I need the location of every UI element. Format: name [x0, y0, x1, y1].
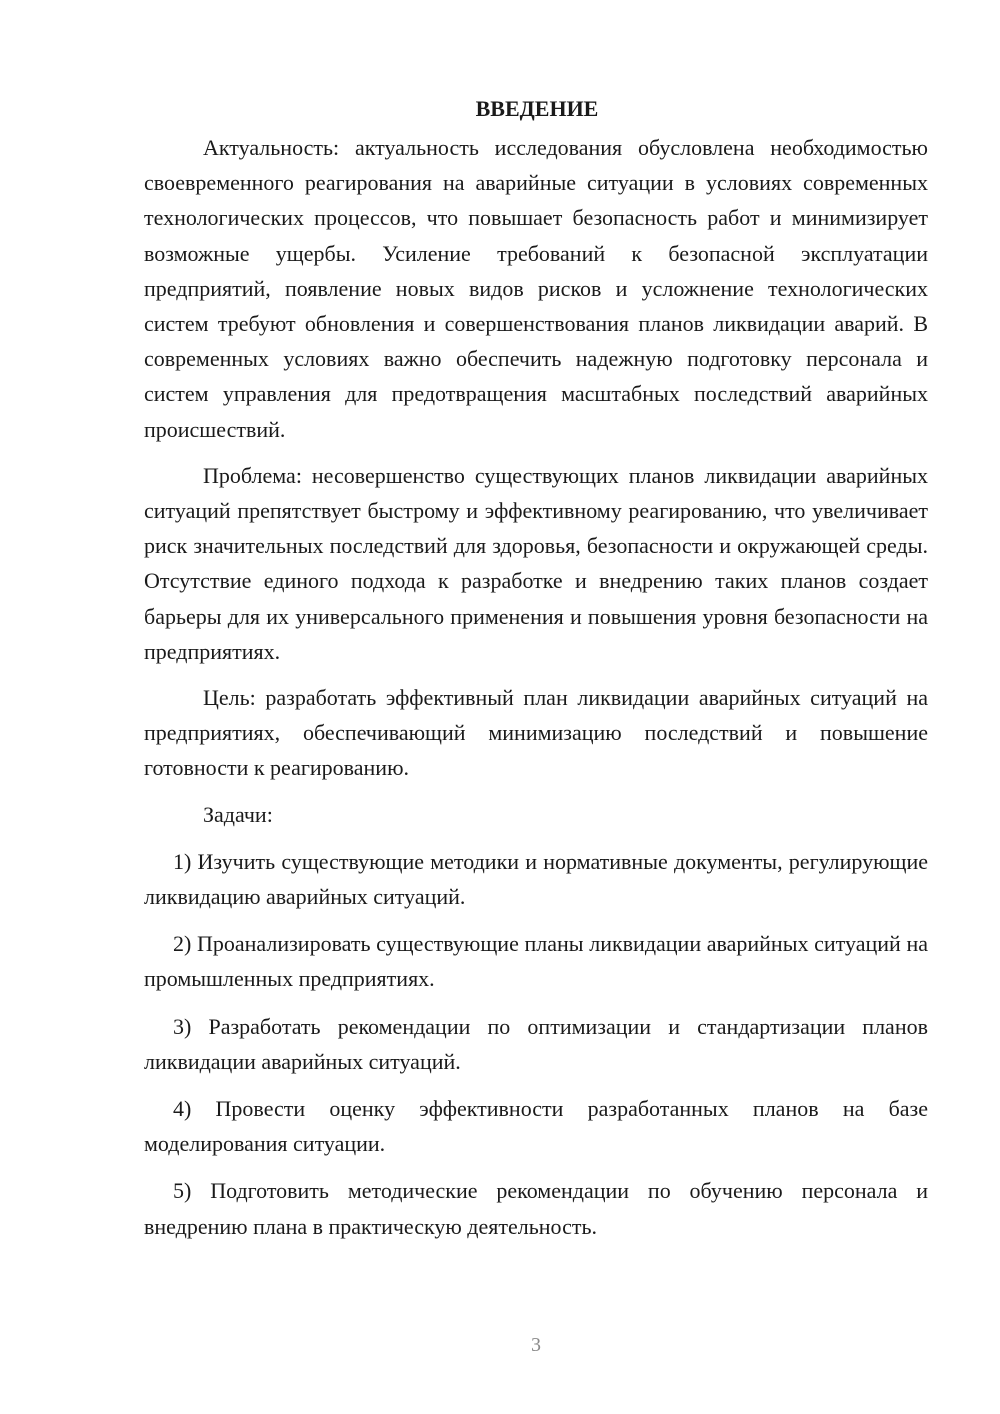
task-item-2: 2) Проанализировать существующие планы ликвидации аварийных ситуаций на промышленных предприятиях. [144, 931, 928, 992]
task-item-5: 5) Подготовить методические рекомендации по обучению персонала и внедрению плана в практическую деятельность. [144, 1178, 928, 1239]
paragraph-goal: Цель: разработать эффективный план ликвидации аварийных ситуаций на предприятиях, обеспечивающий минимизацию последствий и повышение готовности к реагированию. [144, 685, 928, 781]
paragraph-relevance: Актуальность: актуальность исследования обусловлена необходимостью своевременного реагирования на аварийные ситуации в условиях современных технологических процессов, что повышает безопасность работ и минимизирует возможные ущербы. Усиление требований к безопасной эксплуатации предприятий, появление новых видов рисков и усложнение технологических систем требуют обновления и совершенствования планов ликвидации аварий. В современных условиях важно обеспечить надежную подготовку персонала и систем управления для предотвращения масштабных последствий аварийных происшествий. [144, 135, 928, 442]
document-page [144, 92, 928, 1244]
section-title: ВВЕДЕНИЕ [475, 96, 599, 121]
paragraph-problem: Проблема: несовершенство существующих планов ликвидации аварийных ситуаций препятствует быстрому и эффективному реагированию, что увеличивает риск значительных последствий для здоровья, безопасности и окружающей среды. Отсутствие единого подхода к разработке и внедрению таких планов создает барьеры для их универсального применения и повышения уровня безопасности на предприятиях. [144, 462, 928, 664]
page-number: 3 [531, 1334, 541, 1356]
tasks-heading: Задачи: [203, 801, 273, 827]
task-item-3: 3) Разработать рекомендации по оптимизации и стандартизации планов ликвидации аварийных ситуаций. [144, 1013, 928, 1074]
task-item-4: 4) Провести оценку эффективности разработанных планов на базе моделирования ситуации. [144, 1096, 928, 1157]
task-item-1: 1) Изучить существующие методики и нормативные документы, регулирующие ликвидацию аварийных ситуаций. [144, 848, 928, 910]
